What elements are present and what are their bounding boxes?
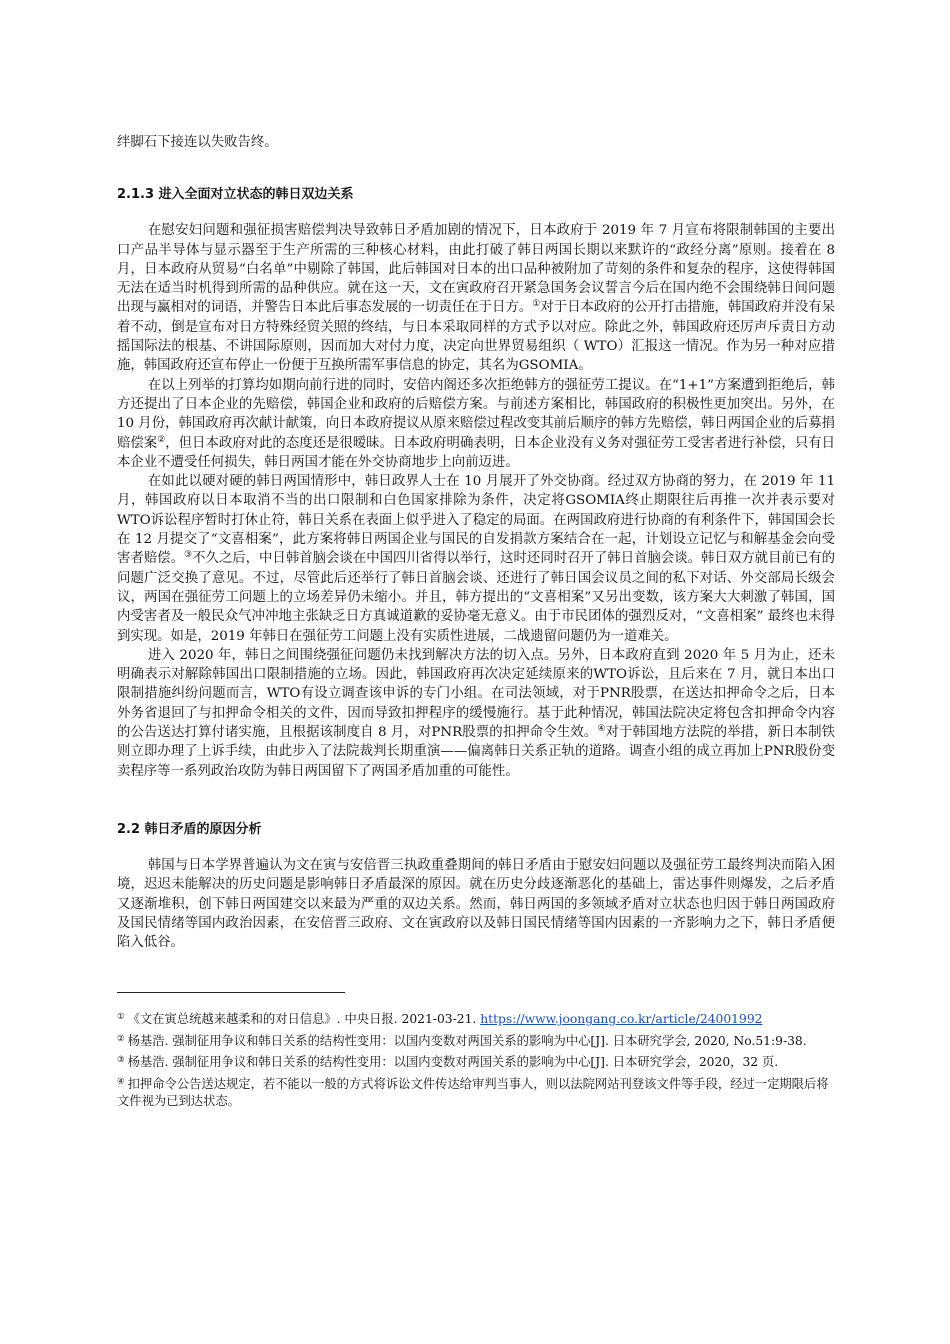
text-run: 不久之后，中日韩首脑会谈在中国四川省得以举行，这时还同时召开了韩日首脑会谈。韩日双方就目前已有的问题广泛交换了意见。不过，尽管此后还举行了韩日首脑会谈、还进行了韩日国会议员之间的私下对话、外交部局长级会议，两国在强征劳工问题上的立场差异仍未缩小。并且，韩方提出的“文喜相案”又另出变数，该方案大大刺激了韩国，国内受害者及一般民众气冲冲地主张缺乏日方真诚道歉的妥协毫无意义。由于市民团体的强烈反对，“文喜相案” 最终也未得到实现。如是，2019 年韩日在强征劳工问题上没有实质性进展，二战遗留问题仍为一道难关。 [117, 551, 836, 644]
footnote-1 [117, 1011, 835, 1029]
text-run: 对于日本政府的公开打击措施，韩国政府并没有呆着不动，倒是宣布对日方特殊经贸关照的终结，与日本采取同样的方式予以对应。除此之外，韩国政府还厉声斥责日方动摇国际法的根基、不讲国际原则，因而加大对付力度，决定向世界贸易组织（ WTO）汇报这一情况。作为另一种对应措施，韩国政府还宣布停止一份便于互换所需军事信息的协定，其名为GSOMIA。 [117, 300, 836, 374]
footnote-text: 杨基浩. 强制征用争议和韩日关系的结构性变用：以国内变数对两国关系的影响为中心[J]. 日本研究学会，2020，32 页. [127, 1055, 779, 1070]
footnote-mark: ② [117, 1033, 125, 1044]
footnote-separator [117, 992, 345, 993]
paragraph-2-1-3-3 [117, 472, 835, 646]
paragraph-2-2-1: 韩国与日本学界普遍认为文在寅与安倍晋三执政重叠期间的韩日矛盾由于慰安妇问题以及强征劳工最终判决而陷入困境，迟迟未能解决的历史问题是影响韩日矛盾最深的原因。就在历史分歧逐渐恶化的基础上，雷达事件则爆发，之后矛盾又逐渐堆积，创下韩日两国建交以来最为严重的双边关系。然而，韩日两国的多领域矛盾对立状态也归因于韩日两国政府及国民情绪等国内政治因素，在安倍晋三政府、文在寅政府以及韩日国民情绪等国内因素的一齐影响力之下，韩日矛盾便陷入低谷。 [117, 857, 835, 951]
text-run: 在慰安妇问题和强征损害赔偿判决导致韩日矛盾加剧的情况下，日本政府于 2019 年 7 月宣布将限制韩国的主要出口产品半导体与显示器至于生产所需的三种核心材料，由此打破了韩日两国长期以来默许的“政经分离”原则。接着在 8 月，日本政府从贸易“白名单”中剔除了韩国，此后韩国对日本的出口品种被附加了苛刻的条件和复杂的程序，这使得韩国无法在适当时机得到所需的品种供应。就在这一天，文在寅政府召开紧急国务会议誓言今后在国内绝不会围绕韩日间问题出现与赢相对的词语，并警告日本此后事态发展的一切责任在于日方。 [117, 223, 835, 316]
text-run: 在如此以硬对硬的韩日两国情形中，韩日政界人士在 10 月展开了外交协商。经过双方协商的努力，在 2019 年 11 月，韩国政府以日本取消不当的出口限制和白色国家排除为条件，决定将GSOMIA终止期限往后再推一次并表示要对WTO诉讼程序暂时打休止符，韩日关系在表面上似乎进入了稳定的局面。在两国政府进行协商的有利条件下，韩国国会长在 12 月提交了“文喜相案”，此方案将韩日两国企业与国民的自发捐款方案结合在一起，计划设立记忆与和解基金会向受害者赔偿。 [117, 474, 835, 567]
footnote-ref-2[interactable]: ② [157, 434, 166, 445]
footnote-ref-4[interactable]: ④ [597, 724, 606, 735]
footnotes [117, 1011, 835, 1111]
footnote-3 [117, 1054, 835, 1072]
footnote-link[interactable]: https://www.joongang.co.kr/article/24001992 [480, 1012, 763, 1027]
text-run: 在以上列举的打算均如期向前行进的同时，安倍内阁还多次拒绝韩方的强征劳工提议。在“1+1”方案遭到拒绝后，韩方还提出了日本企业的先赔偿，韩国企业和政府的后赔偿方案。与前述方案相比，韩国政府的积极性更加突出。另外，在 10 月份，韩国政府再次献计献策，向日本政府提议从原来赔偿过程改变其前后顺序的韩方先赔偿，韩日两国企业的后募捐赔偿案 [117, 377, 835, 451]
footnote-text: 扣押命令公告送达规定，若不能以一般的方式将诉讼文件传达给审判当事人，则以法院网站刊登该文件等手段，经过一定期限后将文件视为已到达状态。 [117, 1076, 829, 1109]
footnote-ref-1[interactable]: ① [532, 299, 541, 310]
section-heading-2-2: 2.2 韩日矛盾的原因分析 [117, 821, 262, 837]
footnote-text: 杨基浩. 强制征用争议和韩日关系的结构性变用：以国内变数对两国关系的影响为中心[J]. 日本研究学会, 2020, No.51:9-38. [127, 1033, 807, 1048]
page-body [117, 133, 835, 1115]
paragraph-2-1-3-2 [117, 376, 835, 472]
footnote-mark: ① [117, 1012, 125, 1023]
text-run: 对于韩国地方法院的举措，新日本制铁则立即办理了上诉手续，由此步入了法院裁判长期重演——偏离韩日关系正轨的道路。调查小组的成立再加上PNR股份变卖程序等一系列政治攻防为韩日两国留下了两国矛盾加重的可能性。 [117, 725, 835, 779]
text-run: 进入 2020 年，韩日之间围绕强征问题仍未找到解决方法的切入点。另外，日本政府直到 2020 年 5 月为止，还未明确表示对解除韩国出口限制措施的立场。因此，韩国政府再次决定延续原来的WTO诉讼，且后来在 7 月，就日本出口限制措施纠纷问题而言，WTO有设立调查该申诉的专门小组。在司法领域，对于PNR股票，在送达扣押命令之后，日本外务省退回了与扣押命令相关的文件，因而导致扣押程序的缓慢施行。基于此种情况，韩国法院决定将包含扣押命令内容的公告送达打算付诸实施，且根据该制度自 8 月，对PNR股票的扣押命令生效。 [117, 647, 835, 741]
paragraph-2-1-3-4 [117, 646, 835, 781]
footnote-4 [117, 1076, 835, 1111]
footnote-text: 《文在寅总统越来越柔和的对日信息》. 中央日报. 2021-03-21. [127, 1012, 481, 1027]
footnote-2 [117, 1033, 835, 1051]
paragraph-2-1-3-1 [117, 221, 835, 375]
footnote-mark: ④ [117, 1076, 125, 1087]
footnote-mark: ③ [117, 1055, 125, 1066]
text-run: ，但日本政府对此的态度还是很暧昧。日本政府明确表明，日本企业没有义务对强征劳工受害者进行补偿，只有日本企业不遭受任何损失，韩日两国才能在外交协商地步上向前迈进。 [117, 435, 835, 470]
section-heading-2-1-3: 2.1.3 进入全面对立状态的韩日双边关系 [117, 187, 354, 203]
continued-paragraph: 绊脚石下接连以失败告终。 [117, 135, 278, 150]
footnote-ref-3[interactable]: ③ [183, 550, 193, 561]
